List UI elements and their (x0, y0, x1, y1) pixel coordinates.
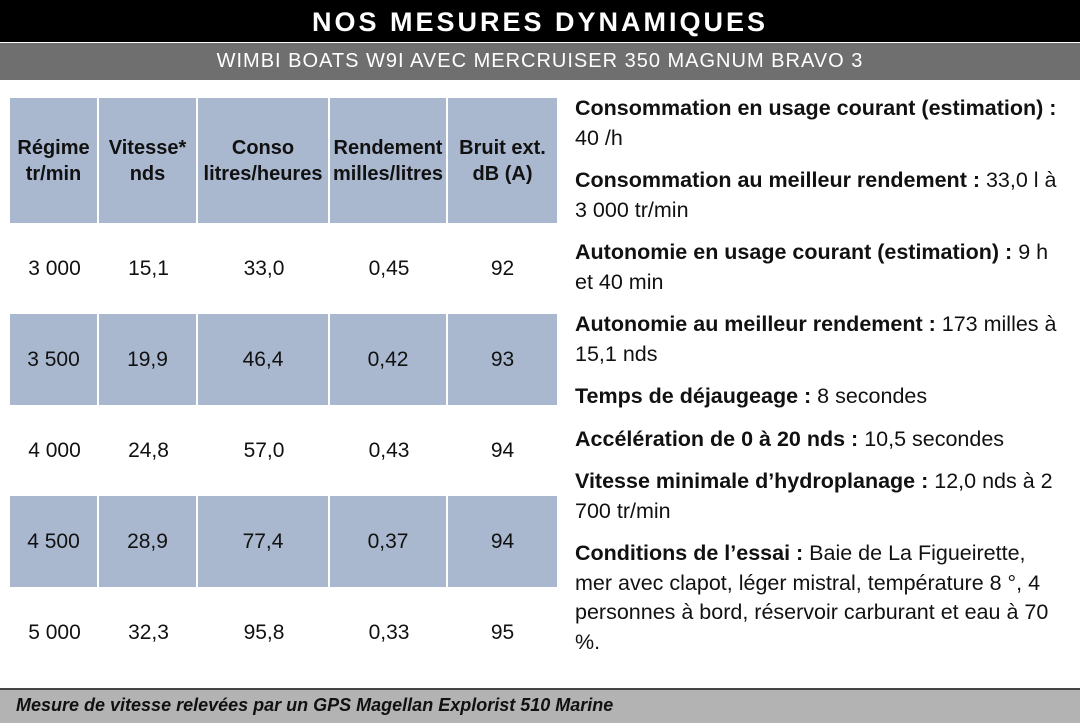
spec-item (575, 238, 1065, 297)
table-row (10, 405, 557, 496)
table-cell: 94 (448, 496, 557, 587)
table-cell: 32,3 (128, 620, 169, 644)
page-title: NOS MESURES DYNAMIQUES (0, 0, 1080, 42)
spec-value: 173 milles à 15,1 nds (575, 312, 1057, 366)
table-cell: 0,43 (368, 438, 410, 462)
table-row (10, 496, 557, 587)
spec-label: Accélération de 0 à 20 nds : (575, 426, 859, 451)
spec-value: 10,5 secondes (864, 426, 1005, 451)
table-header-cell: Bruit ext. dB (A) (448, 98, 557, 223)
spec-item (575, 94, 1065, 153)
spec-item (575, 467, 1065, 526)
table-cell: 57,0 (243, 438, 285, 462)
table-cell: 3 500 (10, 314, 99, 405)
spec-item (575, 382, 1065, 412)
table-cell: 0,45 (368, 256, 410, 280)
table-cell: 0,42 (330, 314, 448, 405)
spec-label: Autonomie au meilleur rendement : (575, 312, 936, 336)
table-cell: 95,8 (243, 620, 285, 644)
table-cell: 4 000 (28, 438, 81, 462)
spec-value: 12,0 nds à 2 700 tr/min (575, 469, 1053, 523)
table-row (10, 314, 557, 405)
spec-label: Autonomie en usage courant (estimation) : (575, 240, 1013, 264)
spec-item (575, 310, 1065, 369)
footer-note (0, 688, 1080, 723)
table-cell: 46,4 (198, 314, 330, 405)
table-cell: 5 000 (28, 620, 81, 644)
table-cell: 77,4 (198, 496, 330, 587)
spec-value: 8 secondes (817, 384, 928, 408)
table-cell: 33,0 (243, 256, 285, 280)
spec-label: Temps de déjaugeage : (575, 384, 812, 408)
table-header-cell: Rendement milles/litres (330, 98, 448, 223)
table-cell: 24,8 (128, 438, 169, 462)
table-cell: 95 (490, 620, 515, 644)
spec-item (575, 425, 1065, 455)
table-cell: 93 (448, 314, 557, 405)
table-header-cell: Régime tr/min (10, 98, 99, 223)
table-cell: 15,1 (128, 256, 169, 280)
measurements-table (10, 98, 557, 678)
spec-item (575, 166, 1065, 225)
table-cell: 0,37 (330, 496, 448, 587)
spec-value: Baie de La Figueirette, mer avec clapot, léger mistral, température 8 °, 4 personnes à bord, réservoir carburant et eau à 70 %. (575, 541, 1049, 654)
specs-panel (575, 94, 1065, 670)
table-cell: 94 (490, 438, 515, 462)
table-cell: 19,9 (99, 314, 198, 405)
spec-item (575, 539, 1065, 657)
table-header-row (10, 98, 557, 223)
footer-text: Mesure de vitesse relevées par un GPS Magellan Explorist 510 Marine (16, 695, 614, 715)
spec-value: 9 h et 40 min (575, 240, 1049, 294)
table-row (10, 587, 557, 678)
table-row (10, 223, 557, 314)
table-cell: 28,9 (99, 496, 198, 587)
spec-label: Vitesse minimale d’hydroplanage : (575, 469, 929, 493)
table-header-cell: Vitesse* nds (99, 98, 198, 223)
page-subtitle: WIMBI BOATS W9I AVEC MERCRUISER 350 MAGNUM BRAVO 3 (0, 43, 1080, 80)
spec-label: Conditions de l’essai : (575, 541, 804, 565)
spec-label: Consommation au meilleur rendement : (575, 168, 980, 192)
table-cell: 4 500 (10, 496, 99, 587)
spec-value: 40 /h (575, 125, 623, 150)
table-cell: 0,33 (368, 620, 410, 644)
spec-value: 33,0 l à 3 000 tr/min (575, 168, 1057, 222)
table-cell: 92 (490, 256, 515, 280)
table-header-cell: Conso litres/heures (198, 98, 330, 223)
spec-label: Consommation en usage courant (estimation) : (575, 96, 1057, 120)
table-cell: 3 000 (28, 256, 81, 280)
